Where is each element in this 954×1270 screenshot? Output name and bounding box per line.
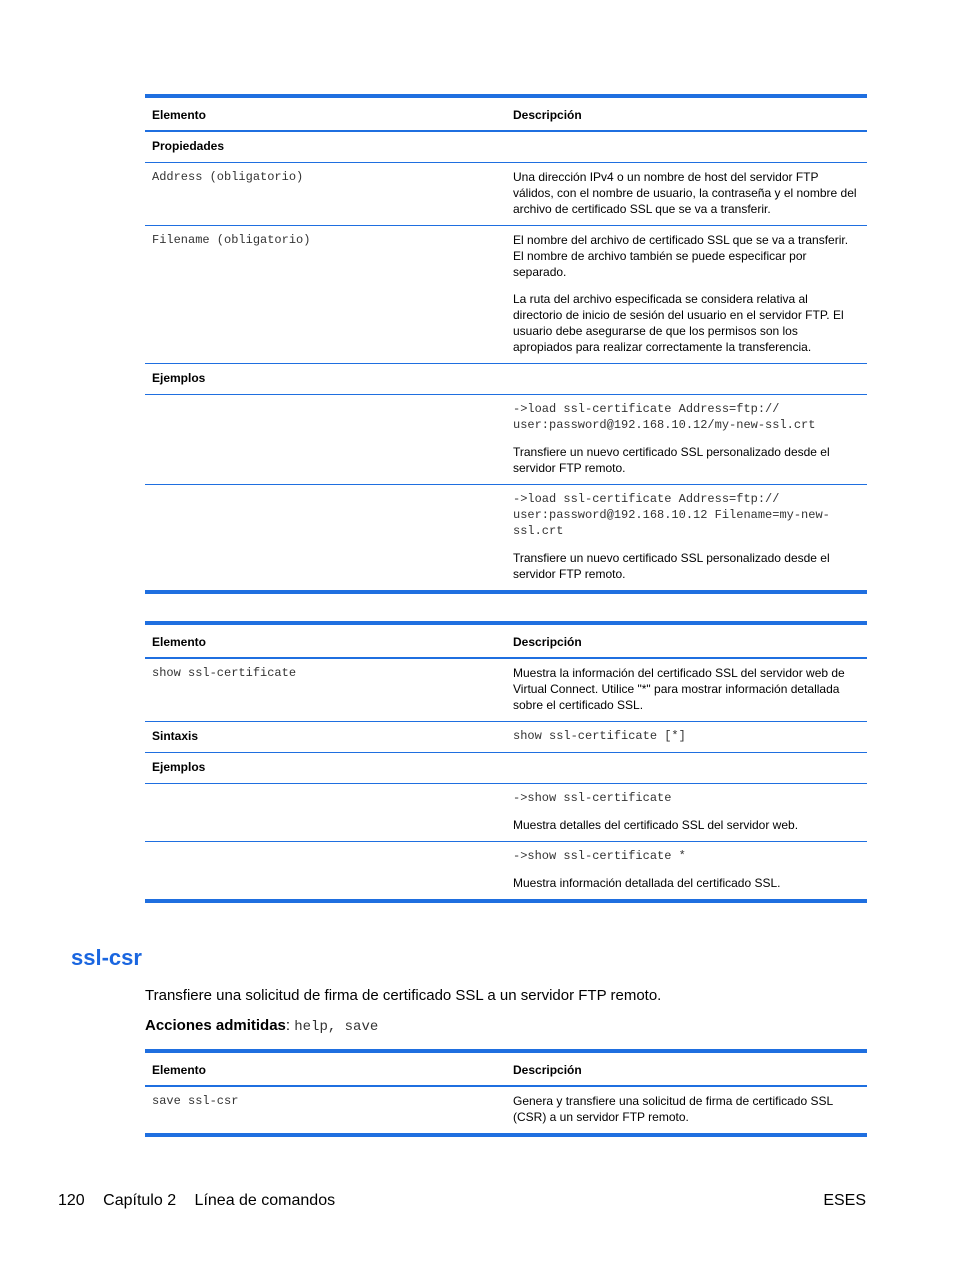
column-header-element: Elemento bbox=[145, 1051, 506, 1086]
section-label-properties: Propiedades bbox=[145, 131, 506, 163]
table-row bbox=[145, 722, 867, 753]
command-name: save ssl-csr bbox=[145, 1086, 506, 1135]
example-cell bbox=[506, 395, 867, 485]
description-paragraph: Una dirección IPv4 o un nombre de host del servidor FTP válidos, con el nombre de usuario, la contraseña y el nombre del archivo de certificado SSL que se va a transferir. bbox=[513, 170, 857, 216]
example-code: ->load ssl-certificate Address=ftp:// user:password@192.168.10.12/my-new-ssl.crt bbox=[513, 402, 816, 432]
table-row bbox=[145, 1086, 867, 1135]
description-paragraph: El nombre del archivo de certificado SSL que se va a transferir. El nombre de archivo también se puede especificar por separado. bbox=[513, 233, 849, 279]
example-text: Muestra detalles del certificado SSL del servidor web. bbox=[513, 818, 799, 832]
example-text: Transfiere un nuevo certificado SSL personalizado desde el servidor FTP remoto. bbox=[513, 551, 830, 581]
ssl-csr-table bbox=[145, 1049, 867, 1137]
page-number: 120 bbox=[58, 1192, 85, 1209]
column-header-element: Elemento bbox=[145, 623, 506, 658]
actions-label: Acciones admitidas bbox=[145, 1017, 286, 1034]
table-header-row bbox=[145, 623, 867, 658]
property-description bbox=[506, 226, 867, 364]
chapter-label: Capítulo 2 bbox=[103, 1192, 177, 1209]
column-header-description: Descripción bbox=[506, 96, 867, 131]
column-header-description: Descripción bbox=[506, 1051, 867, 1086]
example-cell bbox=[506, 784, 867, 842]
property-name: Address (obligatorio) bbox=[145, 163, 506, 226]
example-cell bbox=[506, 485, 867, 593]
section-label-syntax: Sintaxis bbox=[145, 722, 506, 753]
section-label-examples: Ejemplos bbox=[145, 364, 506, 395]
table-section-row bbox=[145, 364, 867, 395]
supported-actions: Acciones admitidas: help, save bbox=[145, 1017, 379, 1035]
section-intro: Transfiere una solicitud de firma de certificado SSL a un servidor FTP remoto. bbox=[145, 987, 662, 1004]
example-code: ->load ssl-certificate Address=ftp:// user:password@192.168.10.12 Filename=my-new- ssl.crt bbox=[513, 492, 830, 538]
table-header-row bbox=[145, 96, 867, 131]
syntax-value: show ssl-certificate [*] bbox=[506, 722, 867, 753]
column-header-description: Descripción bbox=[506, 623, 867, 658]
description-paragraph: La ruta del archivo especificada se considera relativa al directorio de inicio de sesión del usuario en el servidor FTP. El usuario debe asegurarse de que los permisos son los apropiados para realizar correctamente la transferencia. bbox=[513, 292, 844, 354]
table-row bbox=[145, 784, 867, 842]
command-name: show ssl-certificate bbox=[145, 658, 506, 722]
locale-code: ESES bbox=[823, 1192, 866, 1209]
example-code: ->show ssl-certificate bbox=[513, 791, 672, 805]
table-row bbox=[145, 485, 867, 593]
table-row bbox=[145, 395, 867, 485]
table-row bbox=[145, 163, 867, 226]
example-code: ->show ssl-certificate * bbox=[513, 849, 686, 863]
property-name: Filename (obligatorio) bbox=[145, 226, 506, 364]
table-row bbox=[145, 226, 867, 364]
page-footer bbox=[58, 1192, 335, 1210]
table-header-row bbox=[145, 1051, 867, 1086]
actions-value: help, save bbox=[294, 1019, 379, 1035]
example-text: Muestra información detallada del certificado SSL. bbox=[513, 876, 781, 890]
column-header-element: Elemento bbox=[145, 96, 506, 131]
show-command-table bbox=[145, 621, 867, 903]
table-section-row bbox=[145, 753, 867, 784]
example-text: Transfiere un nuevo certificado SSL personalizado desde el servidor FTP remoto. bbox=[513, 445, 830, 475]
table-row bbox=[145, 842, 867, 902]
table-row bbox=[145, 658, 867, 722]
example-cell bbox=[506, 842, 867, 902]
property-description bbox=[506, 163, 867, 226]
table-section-row bbox=[145, 131, 867, 163]
properties-table bbox=[145, 94, 867, 594]
command-description: Muestra la información del certificado SSL del servidor web de Virtual Connect. Utilice "*" para mostrar información detallada sobre el certificado SSL. bbox=[506, 658, 867, 722]
command-description: Genera y transfiere una solicitud de firma de certificado SSL (CSR) a un servidor FTP remoto. bbox=[506, 1086, 867, 1135]
section-title: ssl-csr bbox=[71, 945, 142, 970]
section-label-examples: Ejemplos bbox=[145, 753, 506, 784]
chapter-title: Línea de comandos bbox=[194, 1192, 336, 1209]
